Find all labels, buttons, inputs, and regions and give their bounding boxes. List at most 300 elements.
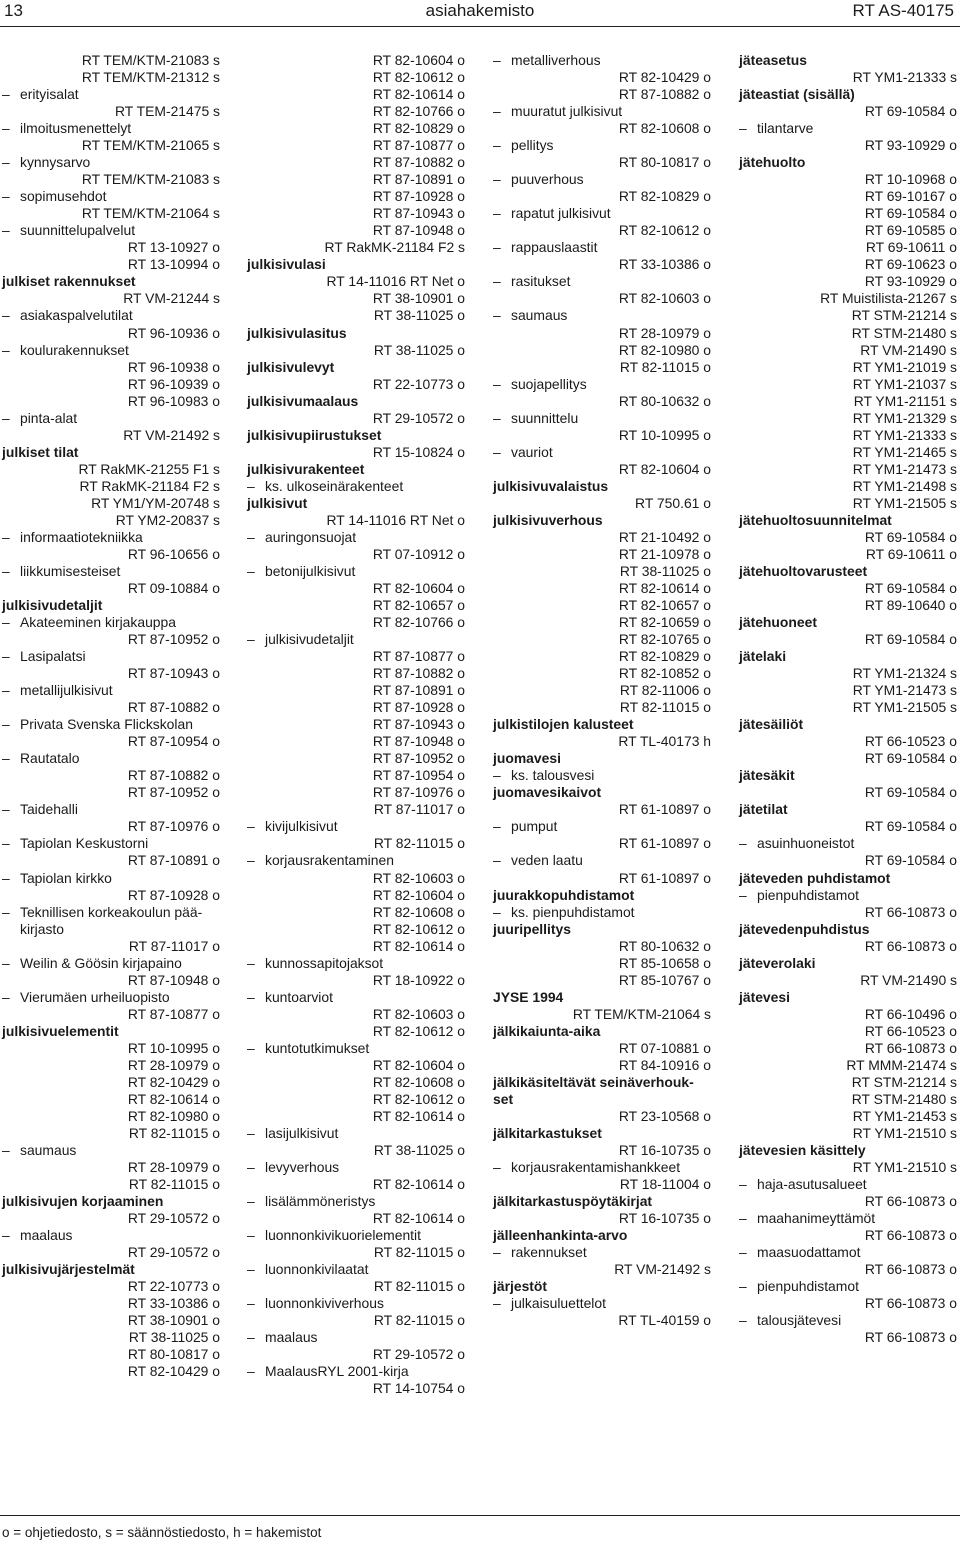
index-subentry: – kivijulkisivut (247, 818, 465, 835)
index-subentry: – saumaus (493, 307, 711, 324)
index-reference: RT YM1-21473 s (852, 682, 957, 699)
index-reference: RT 66-10873 o (864, 1329, 957, 1346)
index-reference: RT 82-10614 o (372, 1210, 465, 1227)
index-reference: RT 66-10873 o (864, 1193, 957, 1210)
index-reference: RT YM1-21333 s (852, 426, 957, 443)
index-reference: RT 82-10604 o (372, 886, 465, 903)
index-reference: RT STM-21214 s (851, 1073, 957, 1090)
index-reference: RT TEM/KTM-21064 s (572, 1005, 711, 1022)
index-subentry: – tilantarve (739, 120, 957, 137)
document-code: RT AS-40175 (852, 1, 954, 20)
index-heading: jätevedenpuhdistus (739, 920, 870, 937)
index-reference: RT TL-40159 o (618, 1312, 711, 1329)
index-reference: RT 69-10611 o (865, 545, 957, 562)
index-reference: RT YM1-21505 s (852, 699, 957, 716)
index-reference: RT 82-11015 o (373, 1278, 465, 1295)
index-reference: RT 18-11004 o (619, 1176, 711, 1193)
index-reference: RT 82-11015 o (128, 1124, 220, 1141)
index-reference: RT 87-10943 o (127, 665, 220, 682)
index-reference: RT YM2-20837 s (115, 511, 220, 528)
index-subentry: – maahanimeyttämöt (739, 1210, 957, 1227)
index-reference: RT 38-11025 o (373, 341, 465, 358)
index-subentry: – puuverhous (493, 171, 711, 188)
index-reference: RT 13-10927 o (127, 239, 220, 256)
index-reference: RT 66-10873 o (864, 1295, 957, 1312)
index-reference: RT 21-10978 o (618, 545, 711, 562)
index-reference: RT 14-10754 o (372, 1380, 465, 1397)
index-subentry: – suojapellitys (493, 376, 711, 393)
index-reference: RT 38-11025 o (373, 1142, 465, 1158)
index-reference: RT 82-11006 o (619, 682, 711, 699)
index-subentry: – saumaus (2, 1142, 220, 1159)
index-reference: RT 38-11025 o (619, 562, 711, 579)
index-heading: julkisivujen korjaaminen (2, 1193, 164, 1210)
index-reference: RT STM-21214 s (851, 307, 957, 324)
index-reference: RT 14-11016 RT Net o (326, 511, 465, 528)
index-reference: RT VM-21490 s (860, 971, 957, 988)
index-heading: julkisivulasi (247, 256, 326, 273)
index-reference: RT YM1-21473 s (852, 460, 957, 477)
index-reference: RT 28-10979 o (127, 1159, 220, 1176)
index-subentry-cont: kirjasto (20, 920, 64, 937)
index-column-3 (493, 52, 711, 1329)
index-reference: RT 87-10952 o (127, 631, 220, 648)
index-reference: RT 80-10817 o (127, 1346, 220, 1363)
index-subentry: – rakennukset (493, 1244, 711, 1261)
index-subentry: – metalliverhous (493, 52, 711, 69)
index-reference: RT 69-10584 o (864, 579, 957, 596)
index-reference: RT 82-10603 o (372, 869, 465, 886)
index-subentry: – rasitukset (493, 273, 711, 290)
index-reference: RT 82-10604 o (618, 460, 711, 477)
index-heading: jäteasetus (739, 52, 807, 68)
index-reference: RT 66-10873 o (864, 937, 957, 954)
index-heading: julkiset tilat (2, 443, 79, 460)
index-heading: jäteverolaki (739, 954, 816, 971)
index-reference: RT 29-10572 o (127, 1210, 220, 1227)
index-reference: RT YM1-21019 s (852, 358, 957, 375)
index-reference: RT 13-10994 o (127, 256, 220, 273)
index-heading: juomavesikaivot (493, 784, 602, 801)
index-reference: RT 750.61 o (635, 494, 711, 511)
index-reference: RT YM1-21510 s (852, 1124, 957, 1141)
index-heading: julkisivupiirustukset (247, 426, 382, 443)
index-reference: RT 22-10773 o (127, 1278, 220, 1295)
index-reference: RT 82-10608 o (618, 120, 711, 137)
index-reference: RT 82-10980 o (618, 341, 711, 358)
index-heading: julkisivulasitus (247, 324, 347, 341)
index-reference: RT 82-10614 o (372, 937, 465, 954)
index-subentry: – luonnonkiviverhous (247, 1295, 465, 1312)
index-subentry: – erityisalat (2, 86, 220, 103)
index-reference: RT 87-10928 o (372, 188, 465, 205)
index-subentry: – pienpuhdistamot (739, 1278, 957, 1295)
index-subentry: – sopimusehdot (2, 188, 220, 205)
index-subentry: – maalaus (2, 1227, 220, 1244)
index-reference: RT 82-11015 o (619, 699, 711, 716)
index-reference: RT TEM/KTM-21083 s (81, 52, 220, 68)
index-reference: RT 61-10897 o (618, 835, 711, 852)
index-reference: RT YM1-21324 s (852, 665, 957, 682)
index-subentry: – betonijulkisivut (247, 563, 465, 580)
index-reference: RT 69-10611 o (865, 239, 957, 256)
index-subentry: – kuntotutkimukset (247, 1040, 465, 1057)
index-subentry: – liikkumisesteiset (2, 563, 220, 580)
index-heading: jäteveden puhdistamot (739, 869, 891, 886)
index-heading: julkisivudetaljit (2, 597, 103, 613)
index-heading: julkisivuelementit (2, 1022, 119, 1039)
index-reference: RT 87-10976 o (127, 818, 220, 835)
index-reference: RT 69-10584 o (864, 852, 957, 869)
index-reference: RT 16-10735 o (618, 1210, 711, 1227)
index-reference: RT 21-10492 o (618, 528, 711, 545)
index-reference: RT 82-10604 o (372, 579, 465, 596)
index-reference: RT 87-10954 o (372, 767, 465, 784)
index-reference: RT 38-11025 o (373, 307, 465, 324)
index-reference: RT TEM/KTM-21312 s (81, 69, 220, 86)
index-reference: RT 10-10995 o (127, 1039, 220, 1056)
index-reference: RT VM-21490 s (860, 341, 957, 358)
index-reference: RT 69-10623 o (864, 256, 957, 273)
index-subentry: – kuntoarviot (247, 989, 465, 1006)
index-reference: RT 87-10882 o (618, 86, 711, 103)
index-heading: jäteastiat (sisällä) (739, 86, 855, 103)
index-subentry: – korjausrakentamishankkeet (493, 1159, 711, 1176)
index-subentry: – Tapiolan Keskustorni (2, 835, 220, 852)
index-reference: RT 89-10640 o (864, 597, 957, 613)
index-reference: RT YM1-21329 s (852, 409, 957, 426)
index-reference: RT 10-10995 o (618, 426, 711, 443)
index-reference: RT 82-10612 o (372, 1022, 465, 1039)
index-reference: RT 82-10612 o (372, 1090, 465, 1107)
index-reference: RT YM1-21498 s (852, 477, 957, 494)
index-reference: RT 82-10612 o (372, 920, 465, 937)
index-reference: RT 82-10429 o (127, 1363, 220, 1380)
index-reference: RT 69-10584 o (864, 205, 957, 222)
index-reference: RT 38-10901 o (127, 1312, 220, 1329)
index-reference: RT 87-11017 o (128, 937, 220, 954)
index-subentry: – ks. talousvesi (493, 767, 711, 784)
index-reference: RT 82-10614 o (372, 86, 465, 103)
index-reference: RT 82-10614 o (372, 1176, 465, 1193)
index-reference: RT 87-10943 o (372, 205, 465, 222)
index-reference: RT 82-10614 o (618, 579, 711, 596)
index-subentry: – informaatiotekniikka (2, 529, 220, 546)
index-subentry: – Rautatalo (2, 750, 220, 767)
index-reference: RT 93-10929 o (864, 273, 957, 290)
index-subentry: – kunnossapitojaksot (247, 955, 465, 972)
index-reference: RT 07-10912 o (372, 545, 465, 562)
index-reference: RT 96-10983 o (127, 392, 220, 409)
index-reference: RT 82-10429 o (127, 1073, 220, 1090)
index-subentry: – ks. ulkoseinärakenteet (247, 478, 465, 495)
index-reference: RT 87-10948 o (372, 222, 465, 239)
index-reference: RT 87-10954 o (127, 733, 220, 750)
index-heading: jälleenhankinta-arvo (493, 1227, 628, 1244)
index-reference: RT 82-10608 o (372, 903, 465, 920)
index-reference: RT 87-10952 o (372, 750, 465, 767)
index-heading: jälkitarkastuspöytäkirjat (493, 1193, 653, 1210)
index-reference: RT YM1/YM-20748 s (91, 494, 220, 511)
index-reference: RT 87-10976 o (372, 784, 465, 801)
index-heading: JYSE 1994 (493, 988, 564, 1005)
index-reference: RT 66-10523 o (864, 733, 957, 750)
index-reference: RT VM-21244 s (123, 290, 220, 307)
index-subentry: – pumput (493, 818, 711, 835)
index-subentry: – Teknillisen korkeakoulun pää- (2, 904, 220, 921)
index-reference: RT 69-10584 o (864, 103, 957, 120)
index-reference: RT 69-10585 o (864, 222, 957, 239)
index-reference: RT 82-10829 o (372, 120, 465, 137)
index-reference: RT 38-10901 o (372, 290, 465, 307)
index-heading: jätevesi (739, 988, 790, 1005)
index-subentry: – Privata Svenska Flickskolan (2, 716, 220, 733)
index-reference: RT 96-10656 o (127, 545, 220, 562)
index-heading: jälkikaiunta-aika (493, 1022, 601, 1039)
index-reference: RT 66-10523 o (864, 1022, 957, 1039)
index-reference: RT 82-10980 o (127, 1107, 220, 1124)
index-reference: RT 14-11016 RT Net o (326, 273, 465, 290)
index-subentry: – pinta-alat (2, 410, 220, 427)
index-reference: RT 96-10939 o (127, 375, 220, 392)
index-reference: RT 82-10603 o (618, 290, 711, 307)
index-subentry: – pienpuhdistamot (739, 887, 957, 904)
index-reference: RT 87-10891 o (372, 171, 465, 188)
index-heading: set (493, 1090, 514, 1107)
index-reference: RT 93-10929 o (864, 137, 957, 154)
index-reference: RT 87-11017 o (373, 801, 465, 818)
index-heading: jätesäiliöt (739, 716, 804, 733)
index-subentry: – muuratut julkisivut (493, 103, 711, 120)
index-subentry: – luonnonkivikuorielementit (247, 1227, 465, 1244)
index-reference: RT RakMK-21184 F2 s (324, 239, 465, 256)
index-heading: jätelaki (739, 648, 787, 665)
index-reference: RT 87-10882 o (127, 699, 220, 716)
index-reference: RT 82-10604 o (372, 1056, 465, 1073)
index-reference: RT 82-10829 o (618, 648, 711, 665)
index-reference: RT 85-10767 o (618, 971, 711, 988)
index-heading: jätevesien käsittely (739, 1142, 866, 1158)
index-reference: RT VM-21492 s (614, 1261, 711, 1278)
index-reference: RT 69-10584 o (864, 784, 957, 801)
index-heading: juomavesi (493, 750, 561, 767)
index-subentry: – suunnittelupalvelut (2, 222, 220, 239)
index-reference: RT 82-11015 o (373, 1244, 465, 1261)
index-reference: RT 87-10882 o (127, 767, 220, 784)
index-subentry: – haja-asutusalueet (739, 1176, 957, 1193)
index-column-1 (2, 52, 220, 1380)
index-reference: RT 82-10614 o (127, 1090, 220, 1107)
index-reference: RT 82-10659 o (618, 614, 711, 631)
index-reference: RT YM1-21037 s (852, 375, 957, 392)
index-subentry: – auringonsuojat (247, 529, 465, 546)
index-reference: RT 66-10873 o (864, 1261, 957, 1278)
index-reference: RT 82-10657 o (618, 597, 711, 613)
index-subentry: – suunnittelu (493, 410, 711, 427)
index-reference: RT 66-10873 o (864, 1039, 957, 1056)
index-heading: julkistilojen kalusteet (493, 716, 634, 733)
index-reference: RT 82-10604 o (372, 52, 465, 68)
index-reference: RT 82-11015 o (128, 1176, 220, 1193)
index-column-4 (739, 52, 957, 1346)
index-subentry: – Akateeminen kirjakauppa (2, 614, 220, 631)
index-reference: RT 33-10386 o (618, 256, 711, 273)
index-reference: RT 87-10877 o (372, 648, 465, 665)
index-reference: RT 29-10572 o (372, 1346, 465, 1363)
index-heading: jälkikäsiteltävät seinäverhouk- (493, 1073, 694, 1090)
page-title: asiahakemisto (425, 1, 535, 20)
index-reference: RT TEM/KTM-21065 s (81, 137, 220, 154)
index-reference: RT 82-11015 o (373, 835, 465, 852)
index-reference: RT Muistilista-21267 s (820, 290, 957, 307)
index-subentry: – maalaus (247, 1329, 465, 1346)
index-heading: julkiset rakennukset (2, 273, 136, 290)
index-heading: jätehuoltovarusteet (739, 562, 868, 579)
index-reference: RT 82-10612 o (372, 69, 465, 86)
index-reference: RT 29-10572 o (127, 1244, 220, 1261)
index-reference: RT TEM/KTM-21064 s (81, 205, 220, 222)
index-reference: RT 82-10766 o (372, 103, 465, 120)
index-subentry: – ilmoitusmenettelyt (2, 120, 220, 137)
index-subentry: – rappauslaastit (493, 239, 711, 256)
index-reference: RT 82-10603 o (372, 1005, 465, 1022)
index-reference: RT 07-10881 o (618, 1039, 711, 1056)
index-heading: jätehuolto (739, 154, 806, 171)
index-reference: RT 28-10979 o (127, 1056, 220, 1073)
page-number: 13 (4, 1, 23, 20)
index-heading: jätehuoltosuunnitelmat (739, 511, 892, 528)
index-reference: RT YM1-21505 s (852, 494, 957, 511)
index-reference: RT 33-10386 o (127, 1295, 220, 1312)
index-reference: RT YM1-21510 s (852, 1159, 957, 1176)
index-reference: RT 23-10568 o (618, 1107, 711, 1124)
index-reference: RT 69-10584 o (864, 631, 957, 648)
index-reference: RT 82-10829 o (618, 188, 711, 205)
index-subentry: – kynnysarvo (2, 154, 220, 171)
index-reference: RT 82-10657 o (372, 597, 465, 613)
index-reference: RT 87-10877 o (372, 137, 465, 154)
index-column-2 (247, 52, 465, 1397)
index-reference: RT 82-10766 o (372, 614, 465, 631)
index-reference: RT 87-10928 o (372, 699, 465, 716)
index-reference: RT TL-40173 h (618, 733, 711, 750)
index-reference: RT VM-21492 s (123, 426, 220, 443)
page-header (0, 0, 960, 26)
index-subentry: – julkaisuluettelot (493, 1295, 711, 1312)
index-heading: julkisivuverhous (493, 511, 603, 528)
index-reference: RT 87-10882 o (372, 665, 465, 682)
index-reference: RT 69-10167 o (864, 188, 957, 205)
index-heading: julkisivumaalaus (247, 392, 359, 409)
index-reference: RT 80-10632 o (618, 937, 711, 954)
index-subentry: – vauriot (493, 444, 711, 461)
index-subentry: – metallijulkisivut (2, 682, 220, 699)
index-subentry: – asiakaspalvelutilat (2, 307, 220, 324)
index-reference: RT 87-10948 o (372, 733, 465, 750)
index-reference: RT 18-10922 o (372, 971, 465, 988)
index-subentry: – Tapiolan kirkko (2, 870, 220, 887)
index-reference: RT YM1-21453 s (852, 1107, 957, 1124)
index-reference: RT 80-10632 o (618, 392, 711, 409)
index-subentry: – maasuodattamot (739, 1244, 957, 1261)
index-subentry: – levyverhous (247, 1159, 465, 1176)
index-heading: julkisivuvalaistus (493, 477, 609, 494)
index-reference: RT 84-10916 o (618, 1056, 711, 1073)
index-reference: RT 22-10773 o (372, 375, 465, 392)
index-reference: RT 96-10936 o (127, 324, 220, 341)
index-reference: RT 85-10658 o (618, 954, 711, 971)
index-heading: jälkitarkastukset (493, 1124, 602, 1141)
index-subentry: – koulurakennukset (2, 342, 220, 359)
index-reference: RT 82-10608 o (372, 1073, 465, 1090)
index-reference: RT 28-10979 o (618, 324, 711, 341)
index-subentry: – Vierumäen urheiluopisto (2, 989, 220, 1006)
index-subentry: – julkisivudetaljit (247, 631, 465, 648)
index-reference: RT STM-21480 s (851, 1090, 957, 1107)
index-subentry: – lasijulkisivut (247, 1125, 465, 1142)
index-reference: RT 66-10873 o (864, 1227, 957, 1244)
index-reference: RT 69-10584 o (864, 750, 957, 767)
index-subentry: – korjausrakentaminen (247, 852, 465, 869)
index-reference: RT 82-10765 o (618, 631, 711, 648)
index-reference: RT 87-10928 o (127, 886, 220, 903)
index-heading: jätehuoneet (739, 614, 817, 631)
index-reference: RT RakMK-21255 F1 s (78, 460, 220, 477)
index-subentry: – luonnonkivilaatat (247, 1261, 465, 1278)
index-subentry: – pellitys (493, 137, 711, 154)
index-subentry: – ks. pienpuhdistamot (493, 904, 711, 921)
index-reference: RT 09-10884 o (127, 579, 220, 596)
index-reference: RT 69-10584 o (864, 528, 957, 545)
index-reference: RT 38-11025 o (128, 1329, 220, 1346)
index-reference: RT 87-10952 o (127, 784, 220, 801)
index-reference: RT 15-10824 o (372, 443, 465, 460)
index-reference: RT 66-10496 o (864, 1005, 957, 1022)
index-reference: RT YM1-21333 s (852, 69, 957, 86)
footer-legend: o = ohjetiedosto, s = säännöstiedosto, h = hakemistot (2, 1525, 322, 1540)
index-heading: julkisivut (247, 494, 308, 511)
index-reference: RT 82-10614 o (372, 1107, 465, 1124)
index-reference: RT 96-10938 o (127, 358, 220, 375)
index-reference: RT 29-10572 o (372, 409, 465, 426)
index-reference: RT 87-10891 o (127, 852, 220, 869)
index-reference: RT 87-10882 o (372, 154, 465, 171)
index-subentry: – talousjätevesi (739, 1312, 957, 1329)
index-reference: RT 87-10948 o (127, 971, 220, 988)
index-reference: RT YM1-21465 s (852, 443, 957, 460)
index-reference: RT YM1-21151 s (853, 392, 957, 409)
index-reference: RT 82-10429 o (618, 69, 711, 86)
index-reference: RT 82-10852 o (618, 665, 711, 682)
index-reference: RT TEM/KTM-21083 s (81, 171, 220, 188)
index-reference: RT 80-10817 o (618, 154, 711, 171)
header-rule (0, 26, 960, 27)
index-reference: RT TEM-21475 s (115, 103, 220, 120)
index-heading: julkisivulevyt (247, 358, 335, 375)
index-reference: RT 87-10943 o (372, 716, 465, 733)
index-reference: RT 87-10877 o (127, 1005, 220, 1022)
index-reference: RT 66-10873 o (864, 903, 957, 920)
index-heading: juurakkopuhdistamot (493, 886, 635, 903)
index-reference: RT 16-10735 o (618, 1142, 711, 1158)
index-reference: RT STM-21480 s (851, 324, 957, 341)
index-subentry: – MaalausRYL 2001-kirja (247, 1363, 465, 1380)
index-subentry: – Taidehalli (2, 801, 220, 818)
index-reference: RT RakMK-21184 F2 s (79, 477, 220, 494)
index-subentry: – rapatut julkisivut (493, 205, 711, 222)
footer-rule (0, 1515, 960, 1516)
index-reference: RT 82-10612 o (618, 222, 711, 239)
